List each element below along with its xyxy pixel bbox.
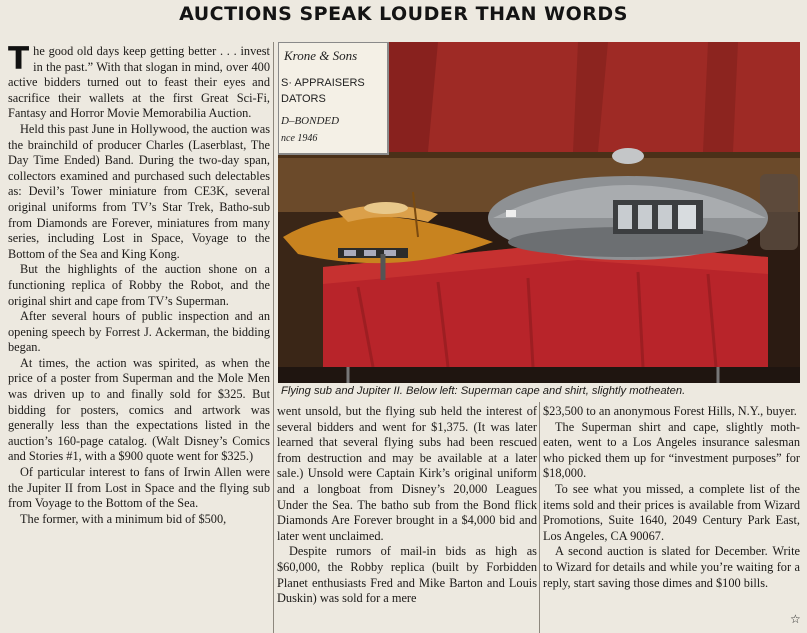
drop-cap: T xyxy=(8,41,30,77)
paragraph-4: After several hours of public inspection and an opening speech by Forrest J. Ackerman, the bidding began. xyxy=(8,309,270,355)
paragraph-11: The Superman shirt and cape, slightly moth-eaten, went to a Los Angeles insurance salesman who picked them up for “investment purposes” for $18,000. xyxy=(543,419,800,481)
paragraph-10: $23,500 to an anonymous Forest Hills, N.Y., buyer. xyxy=(543,404,797,418)
paragraph-8: went unsold, but the flying sub held the interest of several bidders and went for $1,375. (It was later learned that several flying subs had been rescued from destruction and may be available at a later sale.) Unsold were Captain Kirk’s original uniform and a longboat from Disney’s 20,000 Leagues Under the Sea. The batho sub from the Bond flick Diamonds Are Forever brought in a $4,000 bid and later went unclaimed. xyxy=(277,404,537,543)
sign-line-1: Krone & Sons xyxy=(284,48,358,63)
sign-line-3: DATORS xyxy=(281,93,326,105)
paragraph-2: Held this past June in Hollywood, the auction was the brainchild of producer Charles (Laserblast, The Day Time Ended) Band. During the two-day span, collectors examined and purchased such delectables as: Devil’s Tower miniature from CE3K, several original uniforms from TV’s Star Trek, Batho-sub from Diamonds are Forever, miniatures from many series, including Lost in Space, Voyage to the Bottom of the Sea and King Kong. xyxy=(8,121,270,261)
paragraph-5: At times, the action was spirited, as when the price of a poster from Superman and the Mole Men was driven up to and finally sold for $325. But bidding for posters, comics and artwork was generally less than the expectations listed in the auction’s 160-page catalog. (Walt Disney’s Comics and Stories #1, with a $900 quote went for $325.) xyxy=(8,355,270,464)
paragraph-6: Of particular interest to fans of Irwin Allen were the Jupiter II from Lost in Space and the flying sub from Voyage to the Bottom of the Sea. xyxy=(8,465,270,511)
paragraph-7: The former, with a minimum bid of $500, xyxy=(20,511,227,526)
end-mark-icon: ☆ xyxy=(790,612,801,626)
paragraph-1 xyxy=(8,41,270,122)
paragraph-9: Despite rumors of mail-in bids as high as $60,000, the Robby replica (built by Forbidden Planet enthusiasts Fred and Mike Barton and Louis Duskin) was sold for a mere xyxy=(277,544,537,606)
sign-line-4: D–BONDED xyxy=(281,115,340,127)
article-column-1 xyxy=(8,41,270,527)
auction-photo xyxy=(278,42,800,383)
paragraph-1-text: he good old days keep getting better . . . invest in the past.” With that slogan in mind, over 400 active bidders turned out to feast their eyes and sacrifice their wallets at the first Great Sci-Fi, Fantasy and Horror Movie Memorabilia Auction. xyxy=(8,44,270,121)
sign-line-2: S· APPRAISERS xyxy=(281,77,365,89)
paragraph-3: But the highlights of the auction shone on a functioning replica of Robby the Robot, and the original shirt and cape from TV’s Superman. xyxy=(8,262,270,308)
appraisers-sign xyxy=(278,42,388,154)
photo-illustration xyxy=(278,42,800,383)
column-rule-2 xyxy=(539,402,540,633)
photo-credit-mark xyxy=(799,320,805,380)
article-column-2 xyxy=(277,404,537,607)
paragraph-13: A second auction is slated for December. Write to Wizard for details and while you’re waiting for a reply, start saving those dimes and $100 bills. xyxy=(543,544,800,590)
sign-line-5: nce 1946 xyxy=(281,133,318,144)
article-column-3 xyxy=(543,404,800,591)
paragraph-12: To see what you missed, a complete list of the items sold and their prices is available from Wizard Promotions, Suite 1640, 2049 Century Park East, Los Angeles, CA 90067. xyxy=(543,481,800,543)
photo-caption: Flying sub and Jupiter II. Below left: Superman cape and shirt, slightly motheaten. xyxy=(281,385,686,397)
column-rule-1 xyxy=(273,42,274,633)
headline: AUCTIONS SPEAK LOUDER THAN WORDS xyxy=(179,3,628,25)
